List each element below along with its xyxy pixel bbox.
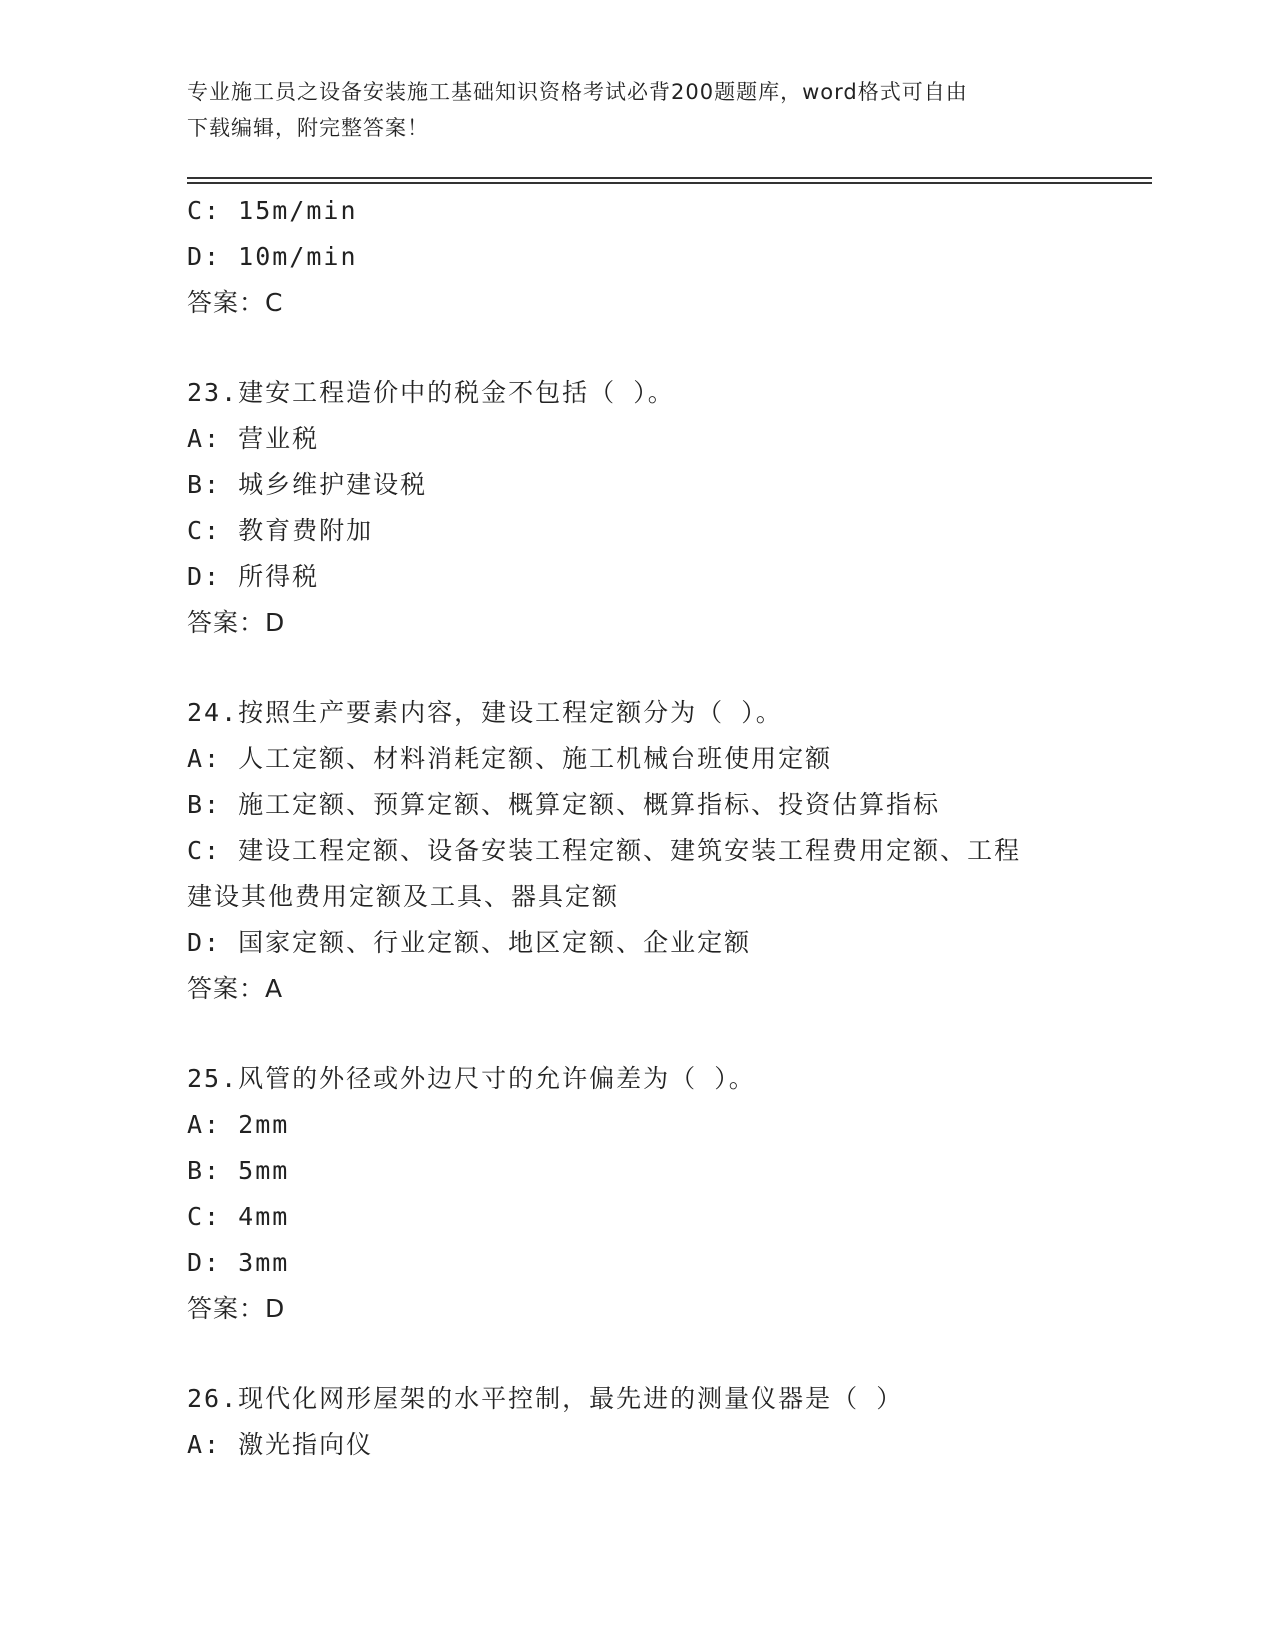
answer: 答案：A <box>187 974 284 1003</box>
spacer <box>187 646 1087 690</box>
question-22-tail <box>187 188 1087 326</box>
question-24 <box>187 690 1087 1012</box>
header-divider-top <box>187 177 1152 179</box>
option-a: A: 人工定额、材料消耗定额、施工机械台班使用定额 <box>187 744 833 773</box>
option-a: A: 激光指向仪 <box>187 1430 374 1459</box>
option-b: B: 施工定额、预算定额、概算定额、概算指标、投资估算指标 <box>187 790 941 819</box>
option-d: D: 国家定额、行业定额、地区定额、企业定额 <box>187 928 752 957</box>
answer: 答案：D <box>187 608 286 637</box>
option-c: C: 15m/min <box>187 196 358 225</box>
option-c: C: 建设工程定额、设备安装工程定额、建筑安装工程费用定额、工程 <box>187 836 1022 865</box>
spacer <box>187 1332 1087 1376</box>
option-b: B: 5mm <box>187 1156 290 1185</box>
option-b: B: 城乡维护建设税 <box>187 470 428 499</box>
option-d: D: 所得税 <box>187 562 320 591</box>
header-line-1: 专业施工员之设备安装施工基础知识资格考试必背200题题库，word格式可自由 <box>187 80 968 104</box>
question-stem: 26.现代化网形屋架的水平控制，最先进的测量仪器是（ ） <box>187 1384 904 1413</box>
spacer <box>187 326 1087 370</box>
header-divider-bottom <box>187 182 1152 184</box>
option-d: D: 10m/min <box>187 242 358 271</box>
option-c: C: 4mm <box>187 1202 290 1231</box>
header-line-2: 下载编辑，附完整答案！ <box>187 116 429 140</box>
question-stem: 25.风管的外径或外边尺寸的允许偏差为（ ）。 <box>187 1064 756 1093</box>
question-list <box>187 188 1087 1468</box>
option-a: A: 2mm <box>187 1110 290 1139</box>
option-a: A: 营业税 <box>187 424 320 453</box>
question-26 <box>187 1376 1087 1468</box>
question-25 <box>187 1056 1087 1332</box>
question-stem: 24.按照生产要素内容，建设工程定额分为（ ）。 <box>187 698 783 727</box>
answer: 答案：D <box>187 1294 286 1323</box>
spacer <box>187 1012 1087 1056</box>
option-c: C: 教育费附加 <box>187 516 374 545</box>
answer: 答案：C <box>187 288 284 317</box>
option-c-continuation: 建设其他费用定额及工具、器具定额 <box>187 882 620 911</box>
question-stem: 23.建安工程造价中的税金不包括（ ）。 <box>187 378 675 407</box>
document-header <box>187 74 1087 146</box>
option-d: D: 3mm <box>187 1248 290 1277</box>
question-23 <box>187 370 1087 646</box>
